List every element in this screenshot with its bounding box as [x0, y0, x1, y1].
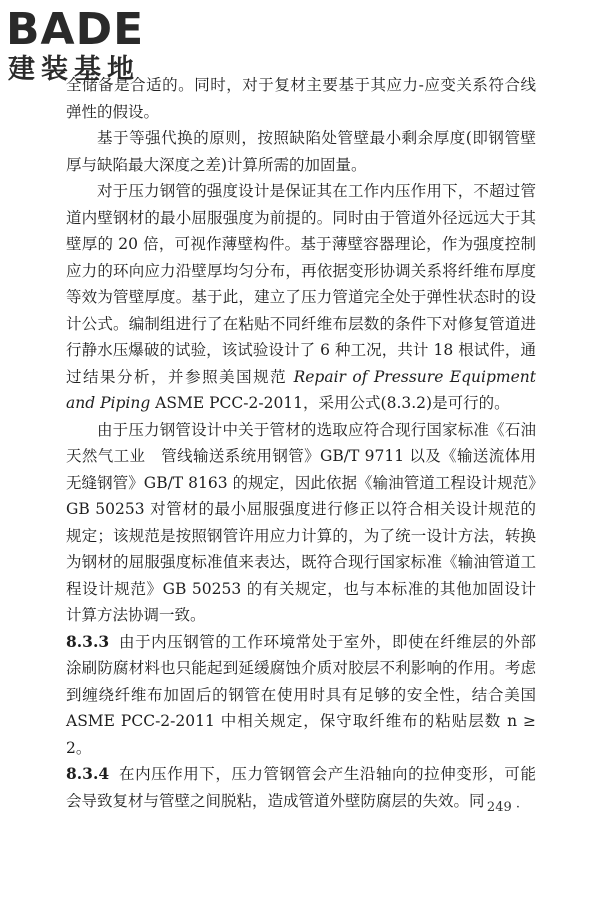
section-text: 由于内压钢管的工作环境常处于室外，即使在纤维层的外部涂刷防腐材料也只能起到延缓腐蚀介质对胶层不利影响的作用。考虑到缠绕纤维布加固后的钢管在使用时具有足够的安全性，结合美国 ASME PCC-2-2011 中相关规定，保守取纤维布的粘贴层数 n ≥ 2。 [66, 632, 536, 757]
standard-title-italic: Repair of Pressure Equipment and Piping [66, 367, 536, 412]
paragraph-2: 基于等强代换的原则，按照缺陷处管壁最小剩余厚度(即钢管壁厚与缺陷最大深度之差)计算所需的加固量。 [66, 129, 536, 174]
paragraph-3-tail: ASME PCC-2-2011，采用公式(8.3.2)是可行的。 [150, 394, 510, 412]
section-text: 在内压作用下，压力管钢管会产生沿轴向的拉伸变形，可能会导致复材与管壁之间脱粘，造成管道外壁防腐层的失效。同 [66, 765, 536, 810]
page-number: · 249 · [478, 800, 520, 815]
paragraph-3-text: 对于压力钢管的强度设计是保证其在工作内压作用下，不超过管道内壁钢材的最小屈服强度为前提的。同时由于管道外径远远大于其壁厚的 20 倍，可视作薄壁构件。基于薄壁容器理论，作为强度控制应力的环向应力沿壁厚均匀分布，再依据变形协调关系将纤维布厚度等效为管壁厚度。基于此，建立了压力管道完全处于弹性状态时的设计公式。编制组进行了在粘贴不同纤维布层数的条件下对修复管道进行静水压爆破的试验，该试验设计了 6 种工况，共计 18 根试件，通过结果分析，并参照美国规范 [66, 182, 536, 386]
section-number: 8.3.4 [66, 764, 110, 783]
paragraph-1: 全储备是合适的。同时，对于复材主要基于其应力-应变关系符合线弹性的假设。 [66, 76, 536, 121]
logo-text-en: BADE [6, 4, 145, 55]
section-8-3-4 [66, 761, 536, 814]
body-text [66, 72, 536, 814]
logo-text-cn: 建装基地 [8, 54, 140, 85]
paragraph-3 [66, 178, 536, 417]
section-8-3-3 [66, 629, 536, 762]
paragraph-4: 由于压力钢管设计中关于管材的选取应符合现行国家标准《石油天然气工业 管线输送系统用钢管》GB/T 9711 以及《输送流体用无缝钢管》GB/T 8163 的规定，因此依据《输油管道工程设计规范》GB 50253 对管材的最小屈服强度进行修正以符合相关设计规范的规定；该规范是按照钢管许用应力计算的，为了统一设计方法，转换为钢材的屈服强度标准值来表达，既符合现行国家标准《输油管道工程设计规范》GB 50253 的有关规定，也与本标准的其他加固设计计算方法协调一致。 [66, 420, 536, 624]
section-number: 8.3.3 [66, 631, 110, 651]
